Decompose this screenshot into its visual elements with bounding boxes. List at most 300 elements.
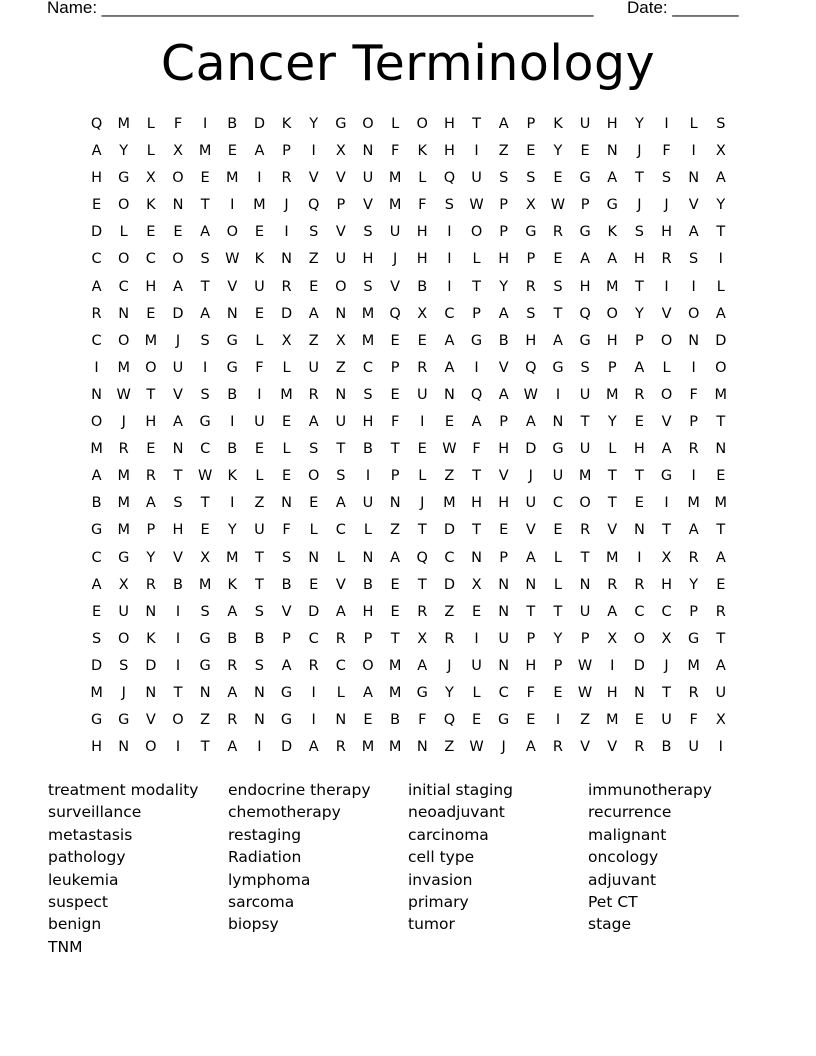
grid-row <box>83 599 735 626</box>
grid-cell: R <box>308 386 319 403</box>
word-list-item: initial staging <box>408 781 514 799</box>
grid-row <box>83 111 735 138</box>
grid-row <box>83 734 735 761</box>
grid-cell: J <box>175 332 181 349</box>
grid-cell: A <box>390 549 401 566</box>
grid-cell: D <box>145 657 157 674</box>
grid-cell: C <box>444 549 455 566</box>
grid-cell: R <box>145 468 156 485</box>
grid-cell: I <box>637 549 642 566</box>
grid-cell: T <box>580 549 590 566</box>
grid-cell: V <box>363 197 373 214</box>
word-list-item: lymphoma <box>228 870 311 889</box>
grid-cell: L <box>119 224 128 241</box>
grid-cell: N <box>443 386 455 403</box>
grid-cell: O <box>335 278 347 295</box>
grid-cell: H <box>362 414 374 431</box>
grid-cell: A <box>525 414 536 431</box>
grid-cell: P <box>607 359 617 376</box>
grid-cell: P <box>499 414 509 431</box>
grid-cell: O <box>226 224 238 241</box>
grid-cell: M <box>361 305 375 322</box>
grid-cell: T <box>173 684 183 701</box>
grid-cell: E <box>553 684 563 701</box>
grid-cell: U <box>335 251 347 268</box>
grid-cell: A <box>363 684 373 701</box>
grid-cell: J <box>664 657 669 674</box>
grid-cell: N <box>145 603 157 620</box>
grid-cell: H <box>362 603 374 620</box>
grid-cell: N <box>253 684 265 701</box>
grid-cell: L <box>255 332 264 349</box>
grid-cell: I <box>94 359 99 376</box>
grid-cell: V <box>661 305 672 322</box>
grid-cell: S <box>363 278 373 295</box>
grid-cell: X <box>335 143 346 160</box>
grid-cell: U <box>362 495 374 512</box>
grid-cell: R <box>281 170 292 187</box>
grid-cell: A <box>607 170 618 187</box>
grid-cell: Q <box>470 386 483 403</box>
grid-cell: H <box>172 522 184 539</box>
grid-cell: U <box>579 116 591 132</box>
grid-cell: T <box>662 684 671 701</box>
grid-cell: G <box>199 630 211 647</box>
grid-cell: D <box>253 116 265 132</box>
grid-cell: G <box>552 359 564 376</box>
grid-cell: S <box>526 305 536 322</box>
grid-cell: M <box>361 739 375 756</box>
grid-cell: C <box>308 630 319 647</box>
grid-cell: Y <box>634 305 644 322</box>
grid-cell: H <box>91 739 103 756</box>
grid-cell: M <box>714 386 728 403</box>
grid-cell: T <box>634 278 644 295</box>
grid-cell: G <box>660 468 673 485</box>
grid-cell: E <box>254 305 264 322</box>
grid-cell: T <box>716 522 726 539</box>
grid-cell: G <box>606 197 618 214</box>
grid-cell: E <box>526 143 536 160</box>
grid-cell: G <box>118 170 130 187</box>
grid-cell: P <box>526 116 536 132</box>
grid-row <box>83 192 735 219</box>
word-list-item: treatment modality <box>48 781 199 799</box>
grid-cell: U <box>471 657 482 674</box>
grid-cell: T <box>716 414 726 431</box>
grid-cell: H <box>661 224 672 241</box>
grid-cell: X <box>118 576 129 593</box>
grid-cell: S <box>634 224 644 241</box>
grid-cell: S <box>309 441 319 458</box>
grid-cell: R <box>688 549 699 566</box>
grid-cell: I <box>257 386 262 403</box>
grid-cell: V <box>390 278 401 295</box>
grid-cell: G <box>470 332 483 349</box>
grid-cell: F <box>689 712 698 729</box>
word-list-item: sarcoma <box>228 893 295 912</box>
grid-cell: E <box>553 170 563 187</box>
grid-cell: V <box>498 359 509 376</box>
grid-cell: E <box>254 441 264 458</box>
grid-cell: Z <box>498 143 509 160</box>
grid-cell: K <box>227 576 238 593</box>
grid-cell: I <box>691 278 696 295</box>
grid-cell: E <box>471 712 482 729</box>
grid-cell: P <box>689 603 699 620</box>
grid-cell: A <box>308 305 319 322</box>
grid-cell: A <box>661 441 672 458</box>
grid-cell: N <box>172 197 184 214</box>
grid-cell: I <box>284 224 289 241</box>
grid-cell: Y <box>146 549 156 566</box>
grid-cell: G <box>226 332 238 349</box>
grid-cell: M <box>280 386 293 403</box>
grid-cell: Z <box>308 251 319 268</box>
grid-cell: F <box>255 359 264 376</box>
grid-cell: K <box>227 468 238 485</box>
grid-cell: E <box>634 712 644 729</box>
grid-cell: N <box>498 576 510 593</box>
word-list-item: invasion <box>408 870 473 889</box>
grid-cell: N <box>552 414 564 431</box>
grid-cell: I <box>474 143 479 160</box>
grid-cell: I <box>718 251 723 268</box>
grid-row <box>83 490 735 517</box>
grid-cell: K <box>254 251 265 268</box>
grid-cell: P <box>282 143 291 160</box>
grid-cell: G <box>525 224 537 241</box>
grid-cell: A <box>173 278 183 295</box>
grid-cell: I <box>664 278 669 295</box>
grid-cell: T <box>417 522 427 539</box>
grid-cell: S <box>689 251 699 268</box>
grid-cell: G <box>90 712 103 729</box>
grid-cell: I <box>311 712 316 729</box>
word-column <box>228 779 408 958</box>
grid-row <box>83 409 735 436</box>
grid-cell: H <box>633 251 645 268</box>
grid-cell: H <box>606 116 618 132</box>
grid-cell: L <box>391 116 400 132</box>
grid-cell: P <box>499 224 509 241</box>
grid-cell: L <box>553 576 562 593</box>
grid-cell: V <box>173 549 183 566</box>
grid-cell: A <box>145 495 156 512</box>
grid-cell: V <box>607 522 618 539</box>
grid-cell: T <box>254 549 264 566</box>
grid-cell: G <box>579 224 591 241</box>
grid-cell: Z <box>390 522 401 539</box>
grid-cell: W <box>577 657 593 674</box>
grid-cell: X <box>471 576 482 593</box>
grid-cell: T <box>390 441 400 458</box>
grid-cell: E <box>146 441 156 458</box>
grid-cell: I <box>175 657 181 674</box>
grid-cell: Z <box>200 712 211 729</box>
grid-cell: Z <box>580 712 591 729</box>
grid-cell: W <box>442 441 457 458</box>
grid-cell: J <box>447 657 452 674</box>
grid-cell: W <box>577 684 593 701</box>
word-list-item: primary <box>408 893 469 912</box>
grid-cell: H <box>145 278 157 295</box>
word-list-item: chemotherapy <box>228 803 341 822</box>
grid-cell: N <box>118 305 130 322</box>
letter-grid <box>83 111 735 761</box>
grid-cell: X <box>281 332 292 349</box>
grid-cell: P <box>472 305 481 322</box>
grid-cell: K <box>281 116 292 132</box>
grid-cell: O <box>118 197 130 214</box>
grid-cell: A <box>200 224 211 241</box>
grid-cell: N <box>226 305 238 322</box>
grid-cell: E <box>281 468 292 485</box>
grid-cell: U <box>254 522 265 539</box>
grid-cell: Y <box>634 116 644 132</box>
grid-cell: X <box>335 332 346 349</box>
grid-cell: A <box>634 359 645 376</box>
grid-cell: T <box>662 522 671 539</box>
grid-cell: M <box>226 170 239 187</box>
grid-cell: O <box>307 468 320 485</box>
grid-cell: H <box>416 251 428 268</box>
grid-cell: T <box>472 468 481 485</box>
word-list-item: neoadjuvant <box>408 803 505 822</box>
word-list-item: surveillance <box>48 803 142 822</box>
grid-cell: U <box>579 603 591 620</box>
grid-cell: C <box>634 603 645 620</box>
grid-cell: A <box>715 170 726 187</box>
grid-cell: I <box>230 495 235 512</box>
grid-cell: C <box>335 657 346 674</box>
grid-cell: R <box>118 441 129 458</box>
grid-cell: T <box>526 603 536 620</box>
grid-cell: E <box>716 576 726 593</box>
grid-cell: F <box>526 684 535 701</box>
word-list-item: stage <box>588 915 632 934</box>
grid-cell: N <box>335 712 347 729</box>
grid-row <box>83 626 735 653</box>
grid-cell: Q <box>579 305 591 322</box>
grid-cell: R <box>580 522 591 539</box>
grid-cell: E <box>281 414 292 431</box>
grid-cell: I <box>691 143 696 160</box>
grid-cell: C <box>145 251 156 268</box>
grid-cell: I <box>311 684 316 701</box>
grid-cell: P <box>499 197 509 214</box>
grid-cell: G <box>335 116 347 132</box>
grid-cell: A <box>607 251 618 268</box>
grid-cell: M <box>226 549 239 566</box>
grid-cell: L <box>689 116 698 132</box>
grid-cell: D <box>525 441 537 458</box>
grid-cell: C <box>444 305 455 322</box>
grid-cell: S <box>499 170 509 187</box>
grid-cell: B <box>227 630 238 647</box>
grid-cell: D <box>443 576 455 593</box>
grid-cell: I <box>664 116 669 132</box>
grid-cell: B <box>227 116 238 132</box>
grid-cell: N <box>362 549 374 566</box>
grid-cell: A <box>91 576 102 593</box>
grid-cell: I <box>555 386 561 403</box>
grid-cell: U <box>118 603 130 620</box>
grid-cell: T <box>607 468 617 485</box>
grid-cell: R <box>688 441 699 458</box>
grid-cell: W <box>550 197 566 214</box>
grid-cell: O <box>118 630 130 647</box>
grid-cell: M <box>117 359 130 376</box>
word-list-item: benign <box>48 915 102 934</box>
grid-cell: G <box>226 359 238 376</box>
grid-cell: S <box>254 657 265 674</box>
grid-cell: F <box>390 414 400 431</box>
grid-cell: G <box>688 630 700 647</box>
grid-cell: O <box>172 251 184 268</box>
grid-cell: M <box>144 332 158 349</box>
grid-cell: M <box>388 170 402 187</box>
grid-cell: M <box>605 278 619 295</box>
grid-cell: U <box>389 224 401 241</box>
grid-cell: V <box>335 576 346 593</box>
grid-cell: D <box>715 332 727 349</box>
grid-cell: S <box>336 468 346 485</box>
grid-cell: R <box>91 305 102 322</box>
grid-cell: S <box>309 224 319 241</box>
grid-cell: T <box>716 630 726 647</box>
grid-cell: E <box>634 495 644 512</box>
grid-cell: A <box>281 657 292 674</box>
grid-cell: T <box>254 576 264 593</box>
grid-cell: X <box>715 143 726 160</box>
grid-cell: V <box>173 386 183 403</box>
grid-cell: N <box>389 495 401 512</box>
grid-cell: B <box>661 739 672 756</box>
grid-cell: A <box>715 657 726 674</box>
grid-cell: A <box>308 414 319 431</box>
grid-cell: D <box>280 305 293 322</box>
grid-row <box>83 680 735 707</box>
grid-cell: U <box>308 359 319 376</box>
grid-cell: V <box>688 197 699 214</box>
grid-cell: O <box>118 251 130 268</box>
grid-cell: E <box>227 143 237 160</box>
grid-cell: V <box>227 278 238 295</box>
grid-cell: J <box>664 197 669 214</box>
grid-cell: F <box>662 143 671 160</box>
grid-cell: Q <box>525 359 537 376</box>
grid-cell: N <box>688 170 700 187</box>
grid-row <box>83 328 735 355</box>
grid-cell: N <box>471 549 482 566</box>
grid-cell: I <box>474 359 479 376</box>
grid-cell: K <box>607 224 617 241</box>
grid-cell: P <box>363 630 373 647</box>
grid-row <box>83 138 735 165</box>
grid-cell: J <box>392 251 398 268</box>
grid-cell: E <box>444 414 454 431</box>
grid-cell: F <box>689 386 698 403</box>
grid-cell: O <box>470 224 483 241</box>
grid-cell: C <box>200 441 211 458</box>
word-list-item: suspect <box>48 893 108 912</box>
grid-cell: S <box>200 251 210 268</box>
grid-cell: O <box>687 305 700 322</box>
grid-cell: M <box>198 143 212 160</box>
grid-cell: C <box>552 495 564 512</box>
grid-cell: U <box>579 386 591 403</box>
grid-cell: T <box>200 495 210 512</box>
grid-cell: A <box>417 657 428 674</box>
grid-cell: P <box>499 549 509 566</box>
grid-cell: X <box>661 549 672 566</box>
grid-cell: B <box>254 630 265 647</box>
grid-cell: R <box>417 359 428 376</box>
grid-cell: M <box>443 495 456 512</box>
grid-cell: J <box>501 739 506 756</box>
grid-cell: R <box>715 603 726 620</box>
grid-cell: L <box>282 359 291 376</box>
grid-cell: Y <box>227 522 237 539</box>
grid-cell: P <box>580 197 590 214</box>
grid-cell: I <box>718 739 723 756</box>
grid-cell: N <box>145 684 157 701</box>
grid-cell: R <box>281 278 292 295</box>
grid-cell: H <box>471 495 482 512</box>
grid-cell: D <box>90 224 103 241</box>
grid-cell: N <box>579 576 591 593</box>
grid-cell: M <box>117 495 130 512</box>
grid-cell: A <box>498 305 509 322</box>
grid-cell: S <box>91 630 102 647</box>
grid-cell: L <box>418 468 427 485</box>
grid-cell: P <box>336 197 346 214</box>
grid-cell: A <box>227 603 238 620</box>
grid-cell: S <box>173 495 183 512</box>
grid-cell: M <box>714 495 728 512</box>
grid-cell: N <box>335 386 347 403</box>
grid-cell: V <box>145 712 156 729</box>
grid-cell: P <box>635 332 644 349</box>
grid-cell: N <box>281 251 292 268</box>
grid-cell: E <box>526 712 536 729</box>
grid-cell: S <box>119 657 129 674</box>
grid-cell: A <box>444 332 455 349</box>
grid-cell: T <box>472 522 481 539</box>
grid-cell: U <box>579 441 591 458</box>
grid-cell: C <box>91 549 102 566</box>
grid-cell: U <box>471 170 482 187</box>
grid-cell: M <box>117 116 130 132</box>
grid-cell: L <box>146 116 155 132</box>
word-list-item: carcinoma <box>408 825 489 844</box>
grid-cell: P <box>146 522 156 539</box>
grid-cell: B <box>227 386 238 403</box>
grid-row <box>83 219 735 246</box>
grid-cell: X <box>715 712 726 729</box>
grid-cell: R <box>227 657 238 674</box>
grid-cell: Y <box>607 414 617 431</box>
grid-cell: L <box>662 359 671 376</box>
header <box>47 0 747 20</box>
grid-cell: R <box>417 603 428 620</box>
grid-cell: B <box>390 712 401 729</box>
word-list-item: biopsy <box>228 915 279 934</box>
grid-cell: S <box>661 170 672 187</box>
grid-cell: A <box>688 224 699 241</box>
grid-cell: G <box>90 522 103 539</box>
